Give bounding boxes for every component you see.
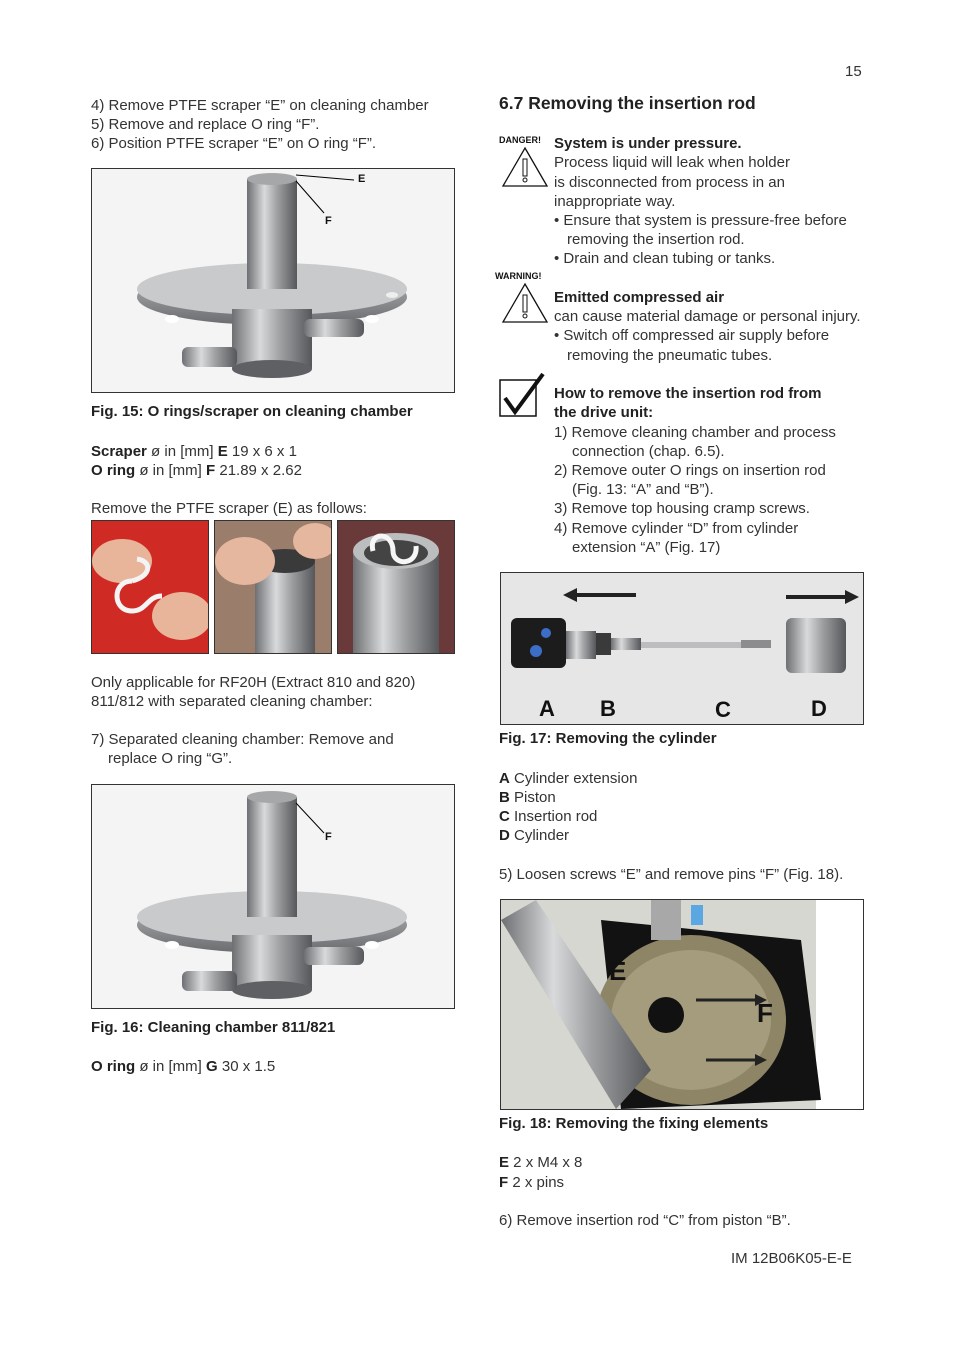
step-5-loosen: 5) Loosen screws “E” and remove pins “F” (Fig. 18). <box>499 866 844 883</box>
checkmark-box-icon <box>499 372 547 418</box>
scraper-value: 19 x 6 x 1 <box>227 443 297 460</box>
fig18-caption: Fig. 18: Removing the fixing elements <box>499 1115 769 1132</box>
fig15-caption: Fig. 15: O rings/scraper on cleaning chamber <box>91 403 413 420</box>
step-5: 5) Remove and replace O ring “F”. <box>91 116 320 133</box>
scraper-label: Scraper <box>91 443 147 460</box>
fig17-label-c: C <box>715 697 731 722</box>
warning-triangle-icon <box>501 282 549 324</box>
howto-title-2: the drive unit: <box>554 404 654 421</box>
cleaning-chamber-811-photo <box>92 785 454 1008</box>
fig16-caption: Fig. 16: Cleaning chamber 811/821 <box>91 1019 336 1036</box>
legend17-d-key: D <box>499 827 510 844</box>
legend18-e-key: E <box>499 1154 510 1171</box>
howto-step-1-cont: connection (chap. 6.5). <box>572 443 725 460</box>
scraper-photo-1 <box>91 520 209 654</box>
fig16-image <box>91 784 455 1009</box>
howto-step-1: 1) Remove cleaning chamber and process <box>554 424 836 441</box>
warning-tag: WARNING! <box>495 271 542 281</box>
legend17-c-text: Insertion rod <box>509 808 598 825</box>
danger-line-1: Process liquid will leak when holder <box>554 154 790 171</box>
fig17-label-b: B <box>600 696 616 721</box>
danger-bullet-1-cont: removing the insertion rod. <box>567 231 745 248</box>
fig16-label-f: F <box>325 831 332 843</box>
oring2-key: G <box>206 1058 218 1075</box>
applicable-line-2: 811/812 with separated cleaning chamber: <box>91 693 373 710</box>
section-heading: 6.7 Removing the insertion rod <box>499 93 756 113</box>
oring2-value: 30 x 1.5 <box>217 1058 276 1075</box>
legend17-c-key: C <box>499 808 510 825</box>
scraper-text: ø in [mm] <box>146 443 218 460</box>
fixing-elements-photo <box>501 900 863 1109</box>
danger-bullet-1: • Ensure that system is pressure-free before <box>554 212 847 229</box>
howto-step-2: 2) Remove outer O rings on insertion rod <box>554 462 826 479</box>
legend17-a <box>499 769 637 788</box>
legend18-f-key: F <box>499 1174 509 1191</box>
danger-triangle-icon <box>501 146 549 188</box>
legend17-b <box>499 788 556 807</box>
legend17-d-text: Cylinder <box>509 827 570 844</box>
fig15-image <box>91 168 455 393</box>
step-6-remove: 6) Remove insertion rod “C” from piston “B”. <box>499 1212 791 1229</box>
oring-text: ø in [mm] <box>135 462 207 479</box>
fig17-caption: Fig. 17: Removing the cylinder <box>499 730 717 747</box>
warning-bullet-1: • Switch off compressed air supply before <box>554 327 830 344</box>
fig18-label-e: E <box>609 956 627 986</box>
fig15-label-e: E <box>358 173 366 185</box>
oring2-text: ø in [mm] <box>135 1058 207 1075</box>
scraper-photo-3 <box>337 520 455 654</box>
oring-spec <box>91 461 302 480</box>
cleaning-chamber-photo <box>92 169 454 392</box>
oring-value: 21.89 x 2.62 <box>215 462 302 479</box>
legend18-e <box>499 1153 582 1172</box>
fig17-label-a: A <box>539 696 555 721</box>
danger-line-2: is disconnected from process in an <box>554 174 785 191</box>
fig17-image <box>500 572 864 725</box>
legend18-f <box>499 1173 564 1192</box>
step-4: 4) Remove PTFE scraper “E” on cleaning chamber <box>91 97 429 114</box>
warning-title: Emitted compressed air <box>554 289 725 306</box>
applicable-line-1: Only applicable for RF20H (Extract 810 and 820) <box>91 674 416 691</box>
legend17-a-text: Cylinder extension <box>509 770 638 787</box>
legend17-b-text: Piston <box>509 789 556 806</box>
fig15-label-f: F <box>325 215 332 227</box>
cylinder-removal-photo <box>501 573 863 724</box>
danger-line-3: inappropriate way. <box>554 193 676 210</box>
scraper-photo-2 <box>214 520 332 654</box>
howto-step-4-cont: extension “A” (Fig. 17) <box>572 539 721 556</box>
step-7-line-1: 7) Separated cleaning chamber: Remove and <box>91 731 394 748</box>
document-id: IM 12B06K05-E-E <box>731 1250 852 1267</box>
legend18-f-text: 2 x pins <box>508 1174 565 1191</box>
oring-label: O ring <box>91 462 136 479</box>
page-number: 15 <box>845 63 862 80</box>
howto-title-1: How to remove the insertion rod from <box>554 385 822 402</box>
oring-key: F <box>206 462 216 479</box>
howto-step-4: 4) Remove cylinder “D” from cylinder <box>554 520 799 537</box>
step-7-line-2: replace O ring “G”. <box>108 750 233 767</box>
fig18-image <box>500 899 864 1110</box>
warning-line: can cause material damage or personal injury. <box>554 308 861 325</box>
scraper-spec <box>91 442 297 461</box>
legend18-e-text: 2 x M4 x 8 <box>509 1154 583 1171</box>
legend17-d <box>499 826 569 845</box>
step-6: 6) Position PTFE scraper “E” on O ring “F”. <box>91 135 377 152</box>
scraper-key: E <box>217 443 228 460</box>
legend17-b-key: B <box>499 789 510 806</box>
oring-g-spec <box>91 1057 275 1076</box>
legend17-c <box>499 807 597 826</box>
warning-bullet-1-cont: removing the pneumatic tubes. <box>567 347 773 364</box>
legend17-a-key: A <box>499 770 510 787</box>
fig18-label-f: F <box>757 998 773 1028</box>
danger-title: System is under pressure. <box>554 135 742 152</box>
danger-bullet-2: • Drain and clean tubing or tanks. <box>554 250 776 267</box>
fig17-label-d: D <box>811 696 827 721</box>
howto-step-2-cont: (Fig. 13: “A” and “B”). <box>572 481 714 498</box>
howto-step-3: 3) Remove top housing cramp screws. <box>554 500 810 517</box>
danger-tag: DANGER! <box>499 135 541 145</box>
oring2-label: O ring <box>91 1058 136 1075</box>
remove-scraper-text: Remove the PTFE scraper (E) as follows: <box>91 500 367 517</box>
